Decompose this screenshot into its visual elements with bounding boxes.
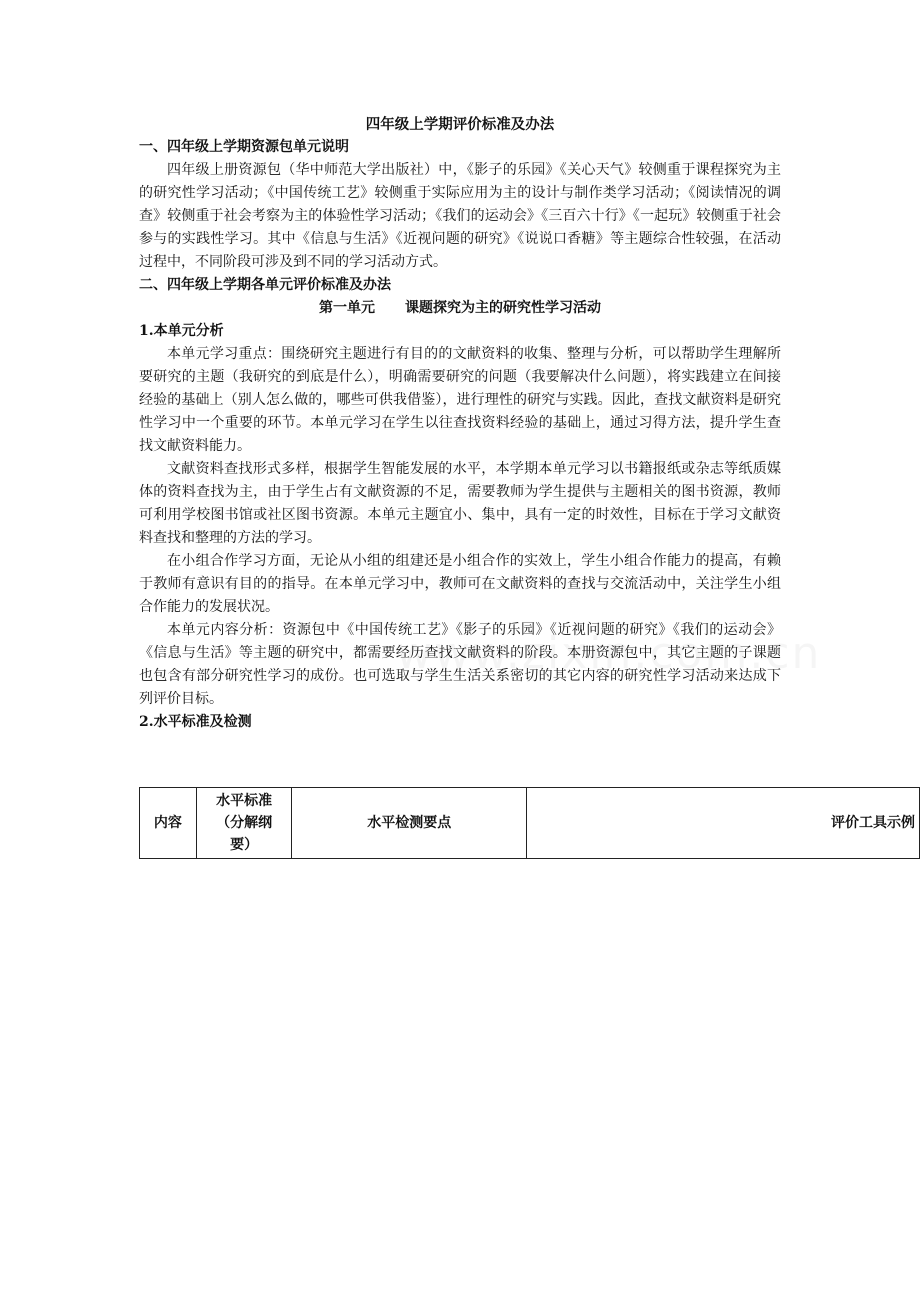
analysis-paragraph-1: 本单元学习重点：围绕研究主题进行有目的的文献资料的收集、整理与分析，可以帮助学生理解所要研究的主题（我研究的到底是什么），明确需要研究的问题（我要解决什么问题），将实践建立在间接经验的基础上（别人怎么做的，哪些可供我借鉴），进行理性的研究与实践。因此，查找文献资料是研究性学习中一个重要的环节。本单元学习在学生以往查找资料经验的基础上，通过习得方法，提升学生查找文献资料能力。 [139,346,781,454]
table-header-row [140,788,920,859]
document-title: 四年级上学期评价标准及办法 [365,116,555,133]
analysis-paragraph-4: 本单元内容分析：资源包中《中国传统工艺》《影子的乐园》《近视问题的研究》《我们的运动会》《信息与生活》等主题的研究中，都需要经历查找文献资料的阶段。本册资源包中，其它主题的子课题也包含有部分研究性学习的成份。也可选取与学生生活关系密切的其它内容的研究性学习活动来达成下列评价目标。 [139,622,781,707]
header-level-standard [196,788,292,859]
section-1-paragraph: 四年级上册资源包（华中师范大学出版社）中，《影子的乐园》《关心天气》较侧重于课程探究为主的研究性学习活动；《中国传统工艺》较侧重于实际应用为主的设计与制作类学习活动；《阅读情况的调查》较侧重于社会考察为主的体验性学习活动；《我们的运动会》《三百六十行》《一起玩》较侧重于社会参与的实践性学习。其中《信息与生活》《近视问题的研究》《说说口香糖》等主题综合性较强，在活动过程中，不同阶段可涉及到不同的学习活动方式。 [139,162,781,270]
header-eval-tools [527,788,920,859]
standards-table [139,787,920,859]
header-eval-tools-text: 评价工具示例 [831,815,916,831]
analysis-paragraph-3: 在小组合作学习方面，无论从小组的组建还是小组合作的实效上，学生小组合作能力的提高，有赖于教师有意识有目的的指导。在本单元学习中，教师可在文献资料的查找与交流活动中，关注学生小组合作能力的发展状况。 [139,553,781,615]
unit-title: 课题探究为主的研究性学习活动 [405,300,601,316]
subsection-1-heading: 1.本单元分析 [139,323,224,339]
header-level-standard-text: 水平标准（分解纲要） [216,793,273,853]
watermark [396,628,821,679]
header-check-points: 水平检测要点 [292,788,527,859]
header-content: 内容 [140,788,197,859]
subsection-2-heading: 2.水平标准及检测 [139,714,252,730]
unit-heading [139,297,781,320]
section-1-heading: 一、四年级上学期资源包单元说明 [139,139,349,155]
section-2-heading: 二、四年级上学期各单元评价标准及办法 [139,277,391,293]
unit-number: 第一单元 [319,300,375,316]
analysis-paragraph-2: 文献资料查找形式多样，根据学生智能发展的水平，本学期本单元学习以书籍报纸或杂志等纸质媒体的资料查找为主，由于学生占有文献资源的不足，需要教师为学生提供与主题相关的图书资源，教师可利用学校图书馆或社区图书资源。本单元主题宜小、集中，具有一定的时效性，目标在于学习文献资料查找和整理的方法的学习。 [139,461,781,546]
